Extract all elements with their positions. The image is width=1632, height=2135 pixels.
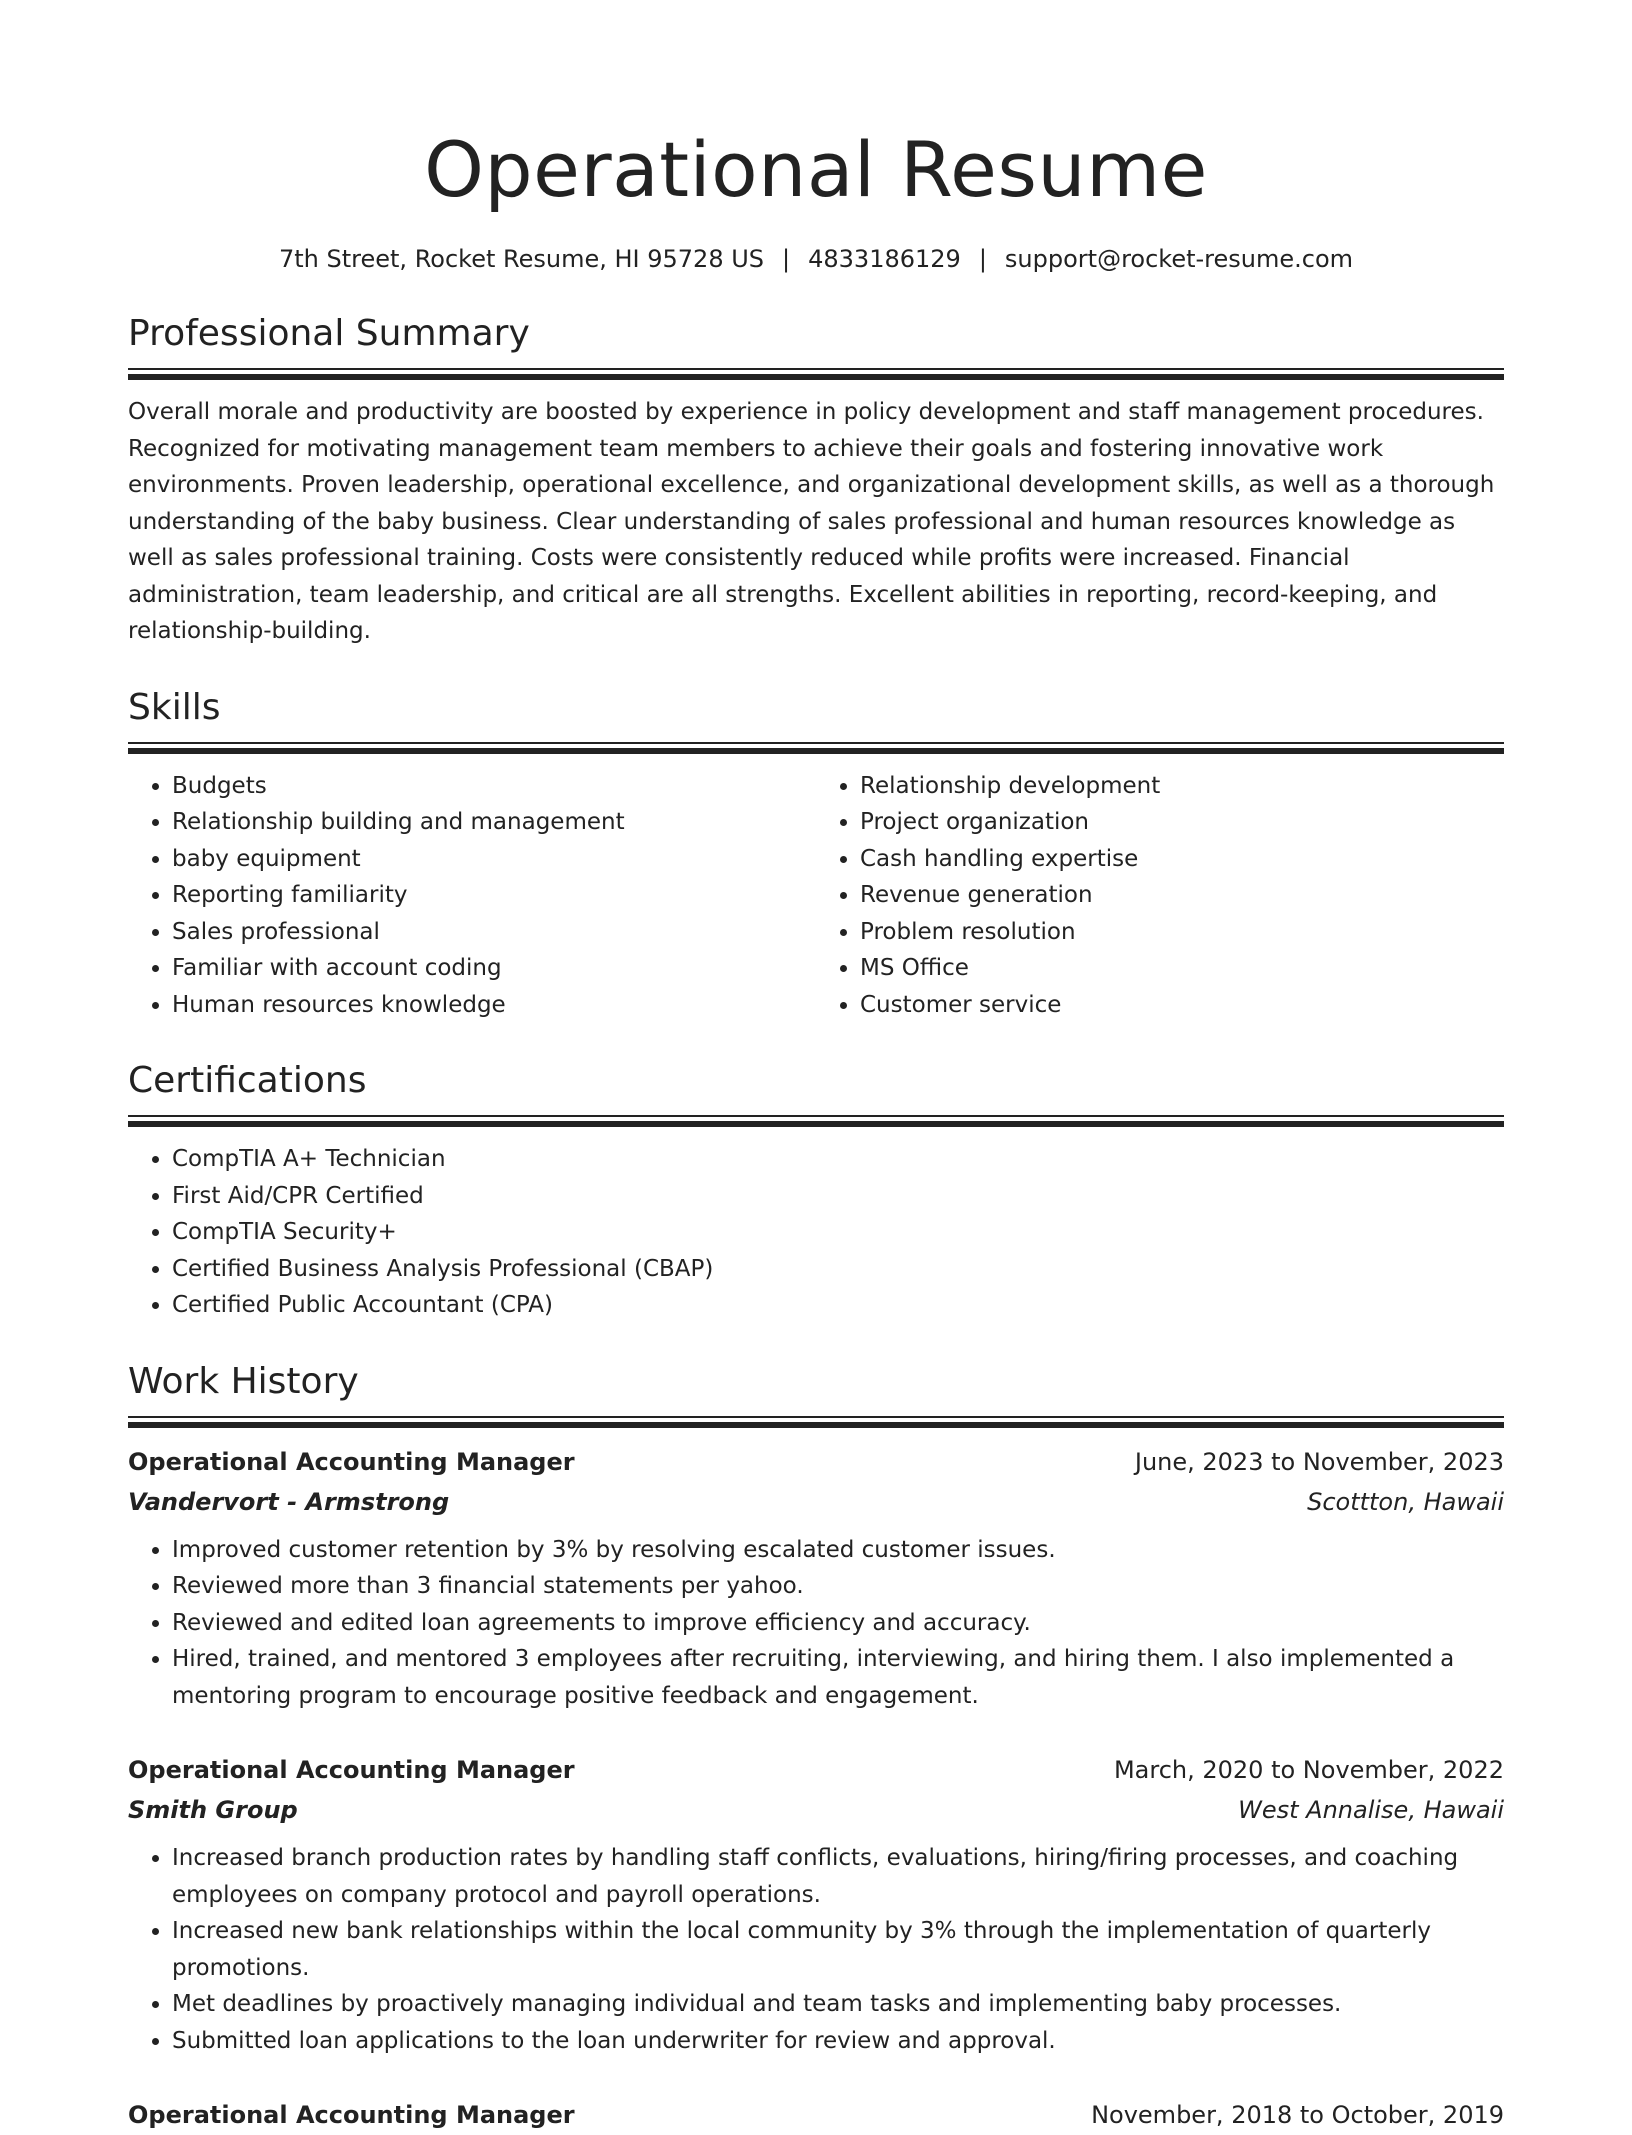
- section-divider: [128, 368, 1504, 380]
- skill-item: • Problem resolution: [860, 914, 1504, 951]
- job-title: Operational Accounting Manager: [128, 2095, 575, 2135]
- job-subheader: [128, 1482, 1504, 1522]
- skill-item: • Cash handling expertise: [860, 841, 1504, 878]
- job-location: Scottton, Hawaii: [1307, 1482, 1504, 1522]
- skill-item: • Project organization: [860, 804, 1504, 841]
- skill-item: • Reporting familiarity: [172, 877, 816, 914]
- job-entry: [128, 2095, 1504, 2135]
- job-header: [128, 1442, 1504, 1482]
- section-title-work-history: Work History: [128, 1358, 1504, 1406]
- resume-title: Operational Resume: [128, 120, 1504, 220]
- section-divider: [128, 742, 1504, 754]
- contact-phone: 4833186129: [808, 245, 961, 273]
- job-subheader: [128, 1790, 1504, 1830]
- job-bullet: • Increased branch production rates by handling staff conflicts, evaluations, hiring/firing processes, and coaching employees on company protocol and payroll operations.: [172, 1840, 1504, 1913]
- skill-item: • Sales professional: [172, 914, 816, 951]
- contact-line: [128, 242, 1504, 276]
- job-dates: November, 2018 to October, 2019: [1091, 2095, 1504, 2135]
- skills-list-right: [816, 768, 1504, 1024]
- job-entry: [128, 1750, 1504, 2059]
- job-bullet: • Increased new bank relationships within the local community by 3% through the implementation of quarterly promotions.: [172, 1913, 1504, 1986]
- job-bullet: • Submitted loan applications to the loan underwriter for review and approval.: [172, 2023, 1504, 2060]
- skill-item: • Budgets: [172, 768, 816, 805]
- section-divider: [128, 1416, 1504, 1428]
- job-bullet: • Reviewed more than 3 financial statements per yahoo.: [172, 1568, 1504, 1605]
- job-company: Smith Group: [128, 1790, 298, 1830]
- job-bullets: [128, 1532, 1504, 1715]
- skill-item: • MS Office: [860, 950, 1504, 987]
- summary-section: [128, 310, 1504, 650]
- skill-item: • Human resources knowledge: [172, 987, 816, 1024]
- skill-item: • Customer service: [860, 987, 1504, 1024]
- contact-separator: |: [764, 242, 808, 276]
- job-company: Vandervort - Armstrong: [128, 1482, 449, 1522]
- skills-section: [128, 684, 1504, 1024]
- certification-item: • First Aid/CPR Certified: [172, 1178, 1504, 1215]
- skills-columns: [128, 768, 1504, 1024]
- skill-item: • Relationship development: [860, 768, 1504, 805]
- certification-item: • Certified Public Accountant (CPA): [172, 1287, 1504, 1324]
- certification-item: • CompTIA Security+: [172, 1214, 1504, 1251]
- skills-list-left: [128, 768, 816, 1024]
- work-history-section: [128, 1358, 1504, 2135]
- job-title: Operational Accounting Manager: [128, 1442, 575, 1482]
- job-header: [128, 2095, 1504, 2135]
- section-title-skills: Skills: [128, 684, 1504, 732]
- skill-item: • baby equipment: [172, 841, 816, 878]
- skill-item: • Relationship building and management: [172, 804, 816, 841]
- job-bullet: • Reviewed and edited loan agreements to improve efficiency and accuracy.: [172, 1605, 1504, 1642]
- certifications-list: [128, 1141, 1504, 1324]
- job-dates: March, 2020 to November, 2022: [1114, 1750, 1504, 1790]
- job-bullets: [128, 1840, 1504, 2059]
- job-entry: [128, 1442, 1504, 1715]
- job-bullet: • Met deadlines by proactively managing individual and team tasks and implementing baby processes.: [172, 1986, 1504, 2023]
- contact-address: 7th Street, Rocket Resume, HI 95728 US: [279, 245, 764, 273]
- certifications-section: [128, 1057, 1504, 1324]
- section-divider: [128, 1115, 1504, 1127]
- skill-item: • Familiar with account coding: [172, 950, 816, 987]
- contact-separator: |: [961, 242, 1005, 276]
- job-location: West Annalise, Hawaii: [1238, 1790, 1504, 1830]
- job-title: Operational Accounting Manager: [128, 1750, 575, 1790]
- section-title-summary: Professional Summary: [128, 310, 1504, 358]
- summary-text: Overall morale and productivity are boosted by experience in policy development and staff management procedures. Recognized for motivating management team members to achieve their goals and fostering innovative work environments. Proven leadership, operational excellence, and organizational development skills, as well as a thorough understanding of the baby business. Clear understanding of sales professional and human resources knowledge as well as sales professional training. Costs were consistently reduced while profits were increased. Financial administration, team leadership, and critical are all strengths. Excellent abilities in reporting, record-keeping, and relationship-building.: [128, 394, 1504, 650]
- job-bullet: • Hired, trained, and mentored 3 employees after recruiting, interviewing, and hiring them. I also implemented a mentoring program to encourage positive feedback and engagement.: [172, 1641, 1504, 1714]
- job-header: [128, 1750, 1504, 1790]
- job-bullet: • Improved customer retention by 3% by resolving escalated customer issues.: [172, 1532, 1504, 1569]
- certification-item: • Certified Business Analysis Professional (CBAP): [172, 1251, 1504, 1288]
- job-dates: June, 2023 to November, 2023: [1135, 1442, 1504, 1482]
- certification-item: • CompTIA A+ Technician: [172, 1141, 1504, 1178]
- contact-email: support@rocket-resume.com: [1005, 245, 1353, 273]
- skill-item: • Revenue generation: [860, 877, 1504, 914]
- section-title-certifications: Certifications: [128, 1057, 1504, 1105]
